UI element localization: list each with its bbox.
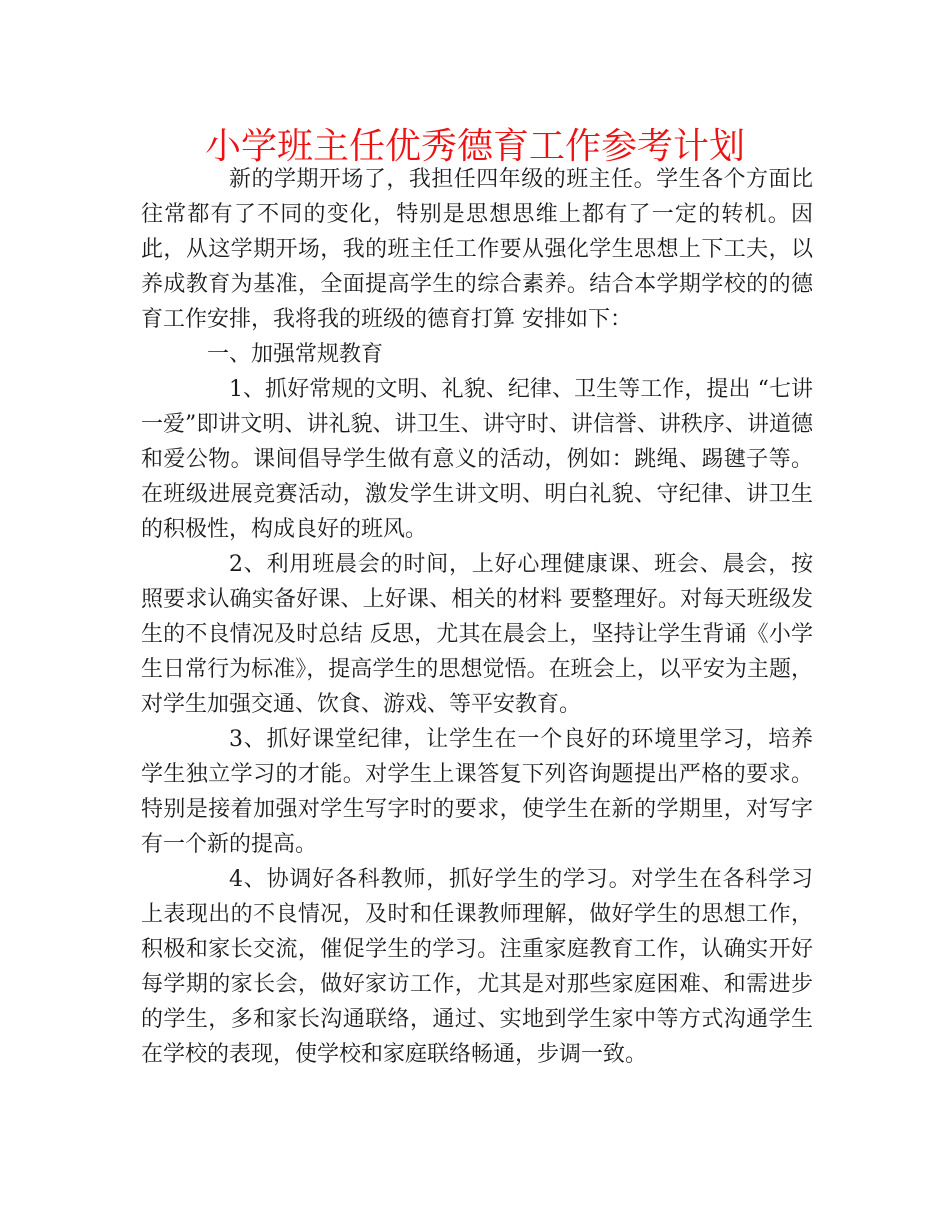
document-title: 小学班主任优秀德育工作参考计划 [204,126,745,167]
item-paragraph-4: 4、协调好各科教师，抓好学生的学习。对学生在各科学习上表现出的不良情况，及时和任课教师理解，做好学生的思想工作，积极和家长交流，催促学生的学习。注重家庭教育工作，认确实开好每学期的家长会，做好家访工作，尤其是对那些家庭困难、和需进步的学生，多和家长沟通联络，通过、实地到学生家中等方式沟通学生在学校的表现，使学校和家庭联络畅通，步调一致。 [141,867,813,1067]
document-body [141,162,813,1072]
section-heading-1: 一、加强常规教育 [207,342,384,367]
item-paragraph-3: 3、抓好课堂纪律，让学生在一个良好的环境里学习，培养学生独立学习的才能。对学生上课答复下列咨询题提出严格的要求。特别是接着加强对学生写字时的要求，使学生在新的学期里，对写字有一个新的提高。 [141,727,813,857]
intro-paragraph: 新的学期开场了，我担任四年级的班主任。学生各个方面比往常都有了不同的变化，特别是思想思维上都有了一定的转机。因此，从这学期开场，我的班主任工作要从强化学生思想上下工夫，以养成教育为基准，全面提高学生的综合素养。结合本学期学校的的德育工作安排，我将我的班级的德育打算 安排如下： [141,167,813,332]
item-paragraph-1: 1、抓好常规的文明、礼貌、纪律、卫生等工作，提出 “七讲一爱”即讲文明、讲礼貌、讲卫生、讲守时、讲信誉、讲秩序、讲道德和爱公物。课间倡导学生做有意义的活动，例如：跳绳、踢毽子等。在班级进展竞赛活动，激发学生讲文明、明白礼貌、守纪律、讲卫生的积极性，构成良好的班风。 [141,377,813,542]
item-paragraph-2: 2、利用班晨会的时间，上好心理健康课、班会、晨会，按照要求认确实备好课、上好课、相关的材料 要整理好。对每天班级发生的不良情况及时总结 反思，尤其在晨会上，坚持让学生背诵《小学生日常行为标准》，提高学生的思想觉悟。在班会上，以平安为主题，对学生加强交通、饮食、游戏、等平安教育。 [141,552,813,717]
